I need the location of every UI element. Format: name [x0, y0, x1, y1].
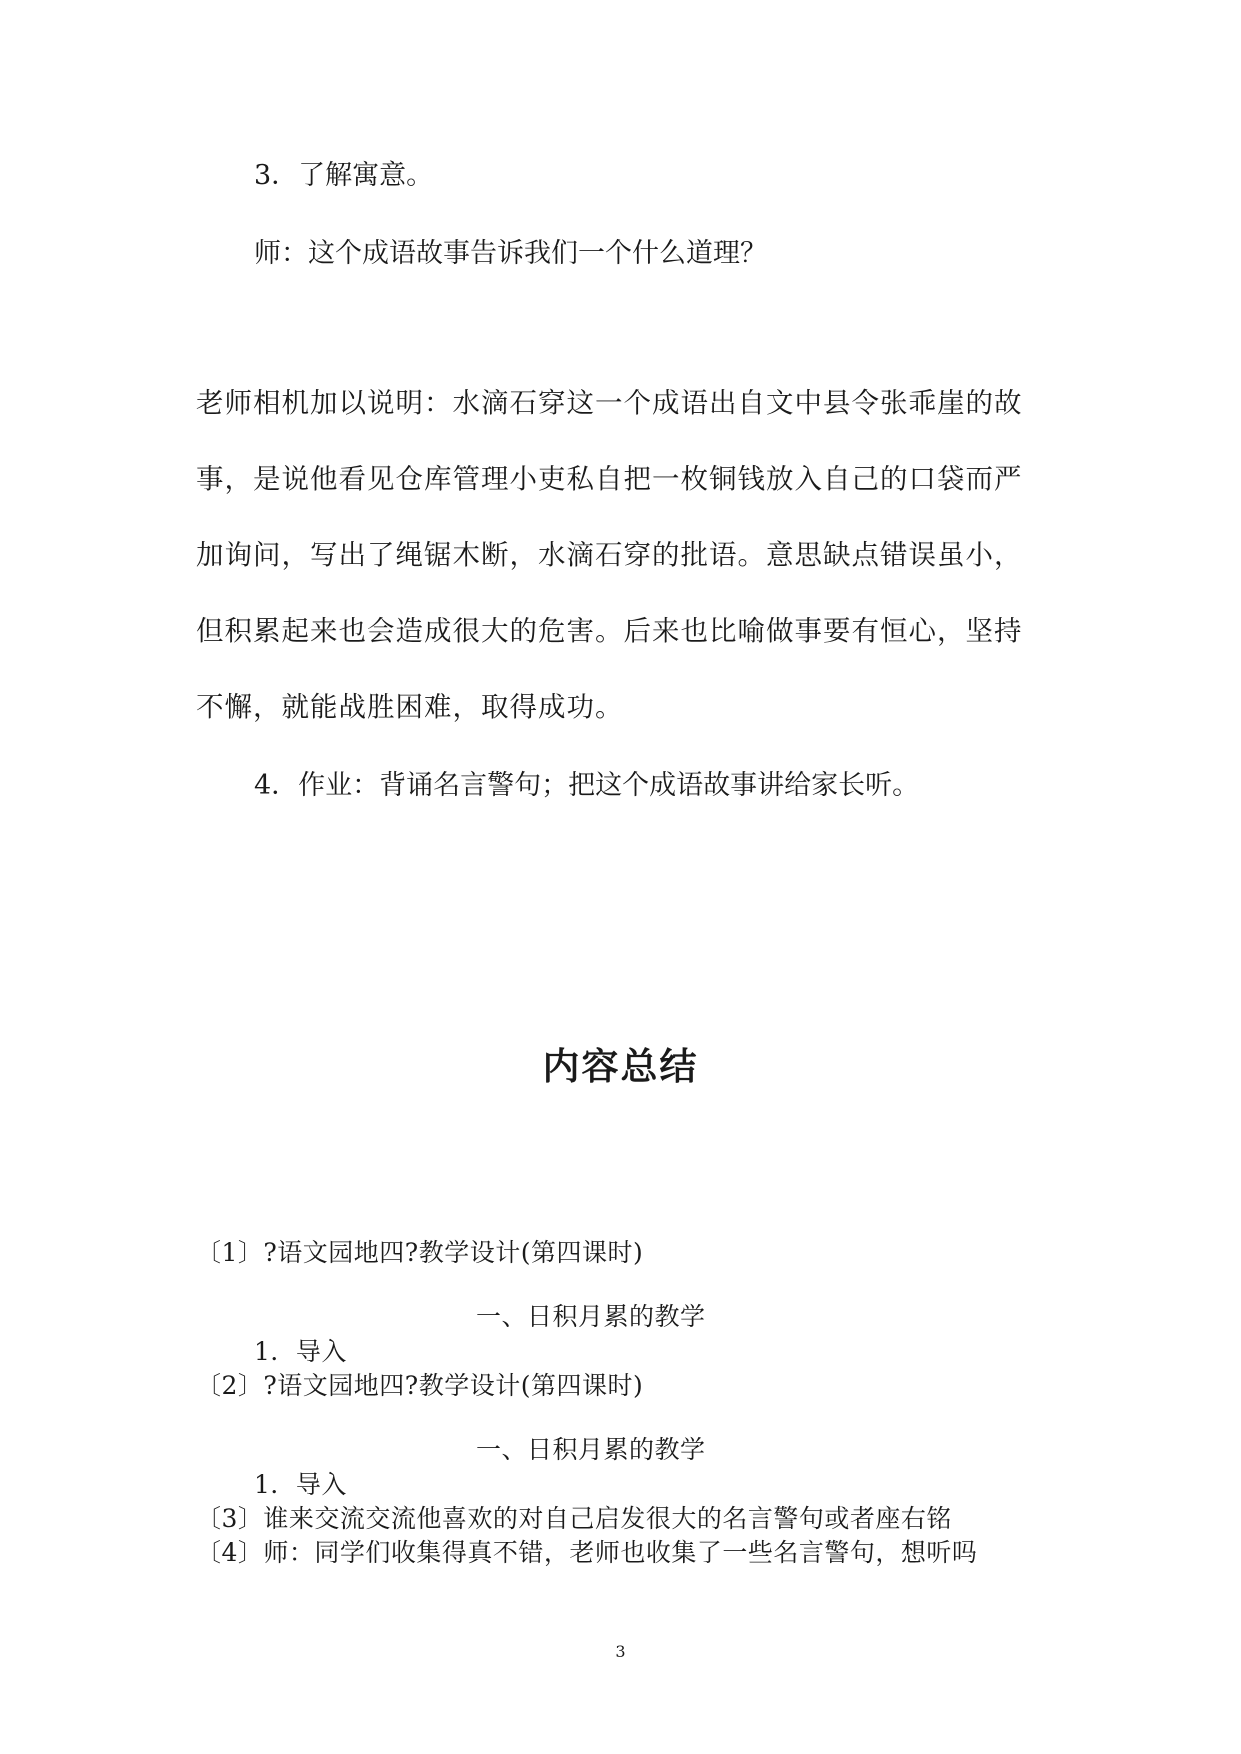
teacher-question: 师：这个成语故事告诉我们一个什么道理？ [254, 238, 767, 269]
paragraph-line: 加询问，写出了绳锯木断，水滴石穿的批语。意思缺点错误虽小， [196, 539, 1023, 571]
page-number: 3 [615, 1642, 626, 1661]
summary-subitem: 1．导入 [254, 1470, 347, 1499]
summary-item: 〔1〕?语文园地四?教学设计(第四课时) [196, 1238, 644, 1267]
paragraph-line: 老师相机加以说明：水滴石穿这一个成语出自文中县令张乖崖的故 [196, 387, 1023, 419]
summary-item: 〔2〕?语文园地四?教学设计(第四课时) [196, 1371, 644, 1400]
paragraph-line: 不懈，就能战胜困难，取得成功。 [196, 691, 624, 723]
summary-item: 〔3〕谁来交流交流他喜欢的对自己启发很大的名言警句或者座右铭 [196, 1504, 952, 1533]
paragraph-line: 事，是说他看见仓库管理小吏私自把一枚铜钱放入自己的口袋而严 [196, 463, 1023, 495]
paragraph-line: 但积累起来也会造成很大的危害。后来也比喻做事要有恒心，坚持 [196, 615, 1023, 647]
summary-heading: 内容总结 [542, 1045, 699, 1088]
summary-item: 〔4〕师：同学们收集得真不错，老师也收集了一些名言警句，想听吗 [196, 1538, 978, 1567]
summary-subheading: 一、日积月累的教学 [476, 1435, 706, 1464]
summary-subheading: 一、日积月累的教学 [476, 1302, 706, 1331]
item-4-homework: 4．作业：背诵名言警句；把这个成语故事讲给家长听。 [254, 770, 920, 801]
item-3-title: 3．了解寓意。 [254, 160, 434, 191]
summary-subitem: 1．导入 [254, 1337, 347, 1366]
